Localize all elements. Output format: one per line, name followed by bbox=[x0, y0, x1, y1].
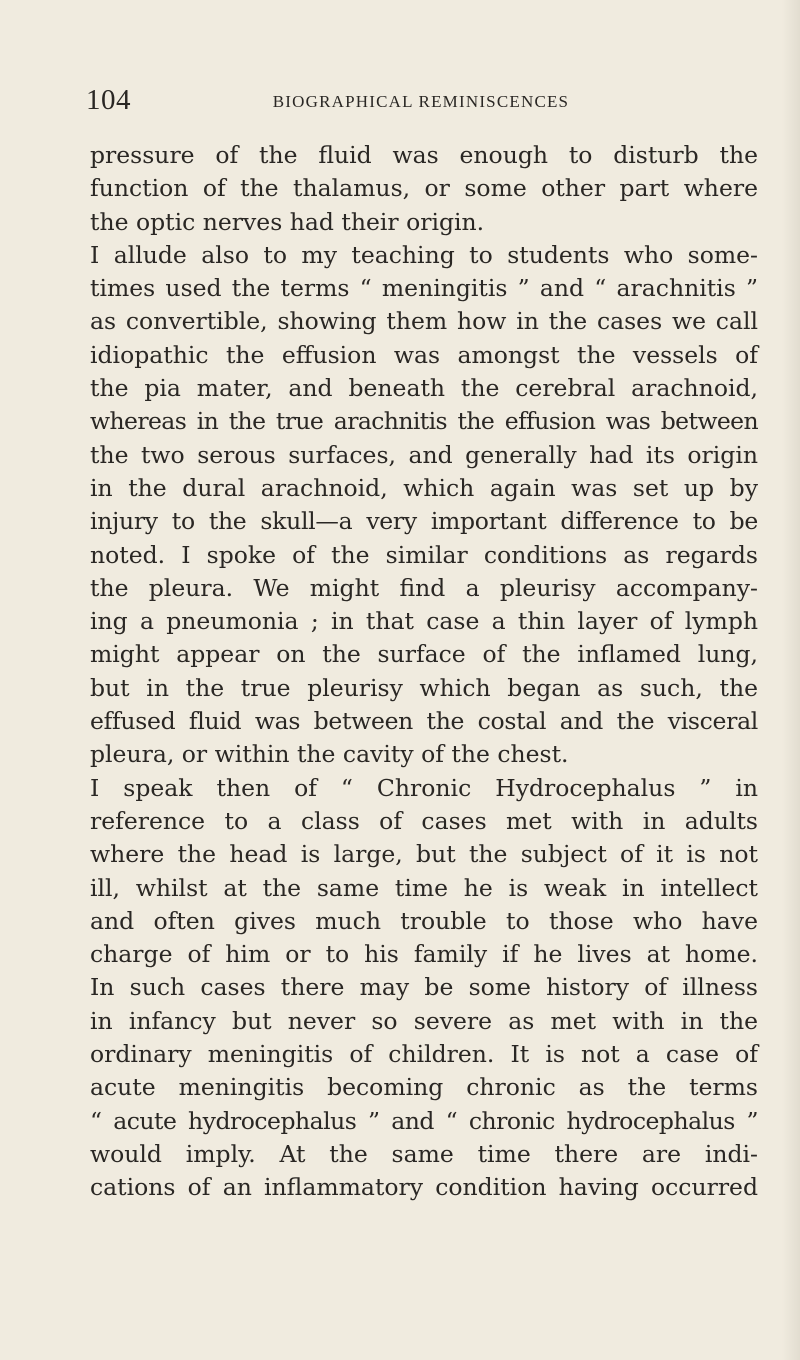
text-line: where the head is large, but the subject of it is not bbox=[90, 840, 758, 869]
text-line: as convertible, showing them how in the cases we call bbox=[90, 307, 758, 336]
text-line: in the dural arachnoid, which again was set up by bbox=[90, 473, 758, 502]
text-line: but in the true pleurisy which began as such, the bbox=[90, 673, 758, 702]
text-line: function of the thalamus, or some other part where bbox=[90, 174, 758, 203]
text-line: might appear on the surface of the inflamed lung, bbox=[90, 640, 758, 669]
text-line: I allude also to my teaching to students who some- bbox=[90, 240, 758, 269]
text-line: the optic nerves had their origin. bbox=[90, 207, 485, 236]
text-line: the two serous surfaces, and generally had its origin bbox=[90, 440, 758, 469]
text-line: cations of an inflammatory condition having occurred bbox=[90, 1173, 758, 1202]
text-line: times used the terms “ meningitis ” and “ arachnitis ” bbox=[90, 274, 758, 303]
text-line: ordinary meningitis of children. It is not a case of bbox=[90, 1040, 758, 1069]
page-edge-shadow bbox=[782, 0, 800, 1360]
text-line: reference to a class of cases met with in adults bbox=[90, 806, 758, 835]
text-line: pleura, or within the cavity of the chest. bbox=[90, 740, 569, 769]
body-text bbox=[90, 139, 758, 1205]
text-line: injury to the skull—a very important difference to be bbox=[90, 507, 758, 536]
text-line: idiopathic the effusion was amongst the vessels of bbox=[90, 340, 758, 369]
text-line: In such cases there may be some history of illness bbox=[90, 973, 758, 1002]
text-line: and often gives much trouble to those who have bbox=[90, 906, 758, 935]
text-line: pressure of the fluid was enough to disturb the bbox=[90, 141, 758, 169]
text-line: “ acute hydrocephalus ” and “ chronic hydrocephalus ” bbox=[90, 1106, 758, 1135]
text-line: charge of him or to his family if he lives at home. bbox=[90, 940, 758, 969]
text-line: whereas in the true arachnitis the effusion was between bbox=[90, 407, 758, 436]
running-head: BIOGRAPHICAL REMINISCENCES bbox=[272, 92, 570, 111]
text-line: ing a pneumonia ; in that case a thin layer of lymph bbox=[90, 607, 758, 636]
page-number: 104 bbox=[86, 84, 131, 116]
page-header bbox=[86, 84, 746, 124]
text-line: noted. I spoke of the similar conditions as regards bbox=[90, 540, 758, 569]
text-line: the pleura. We might find a pleurisy accompany- bbox=[90, 573, 758, 602]
text-line: ill, whilst at the same time he is weak in intellect bbox=[90, 873, 758, 902]
text-line: the pia mater, and beneath the cerebral arachnoid, bbox=[90, 374, 758, 403]
text-line: effused fluid was between the costal and the visceral bbox=[90, 707, 758, 736]
text-line: acute meningitis becoming chronic as the terms bbox=[90, 1073, 758, 1102]
text-line: in infancy but never so severe as met with in the bbox=[90, 1006, 758, 1035]
text-line: would imply. At the same time there are indi- bbox=[90, 1139, 758, 1168]
text-line: I speak then of “ Chronic Hydrocephalus ” in bbox=[90, 773, 758, 802]
